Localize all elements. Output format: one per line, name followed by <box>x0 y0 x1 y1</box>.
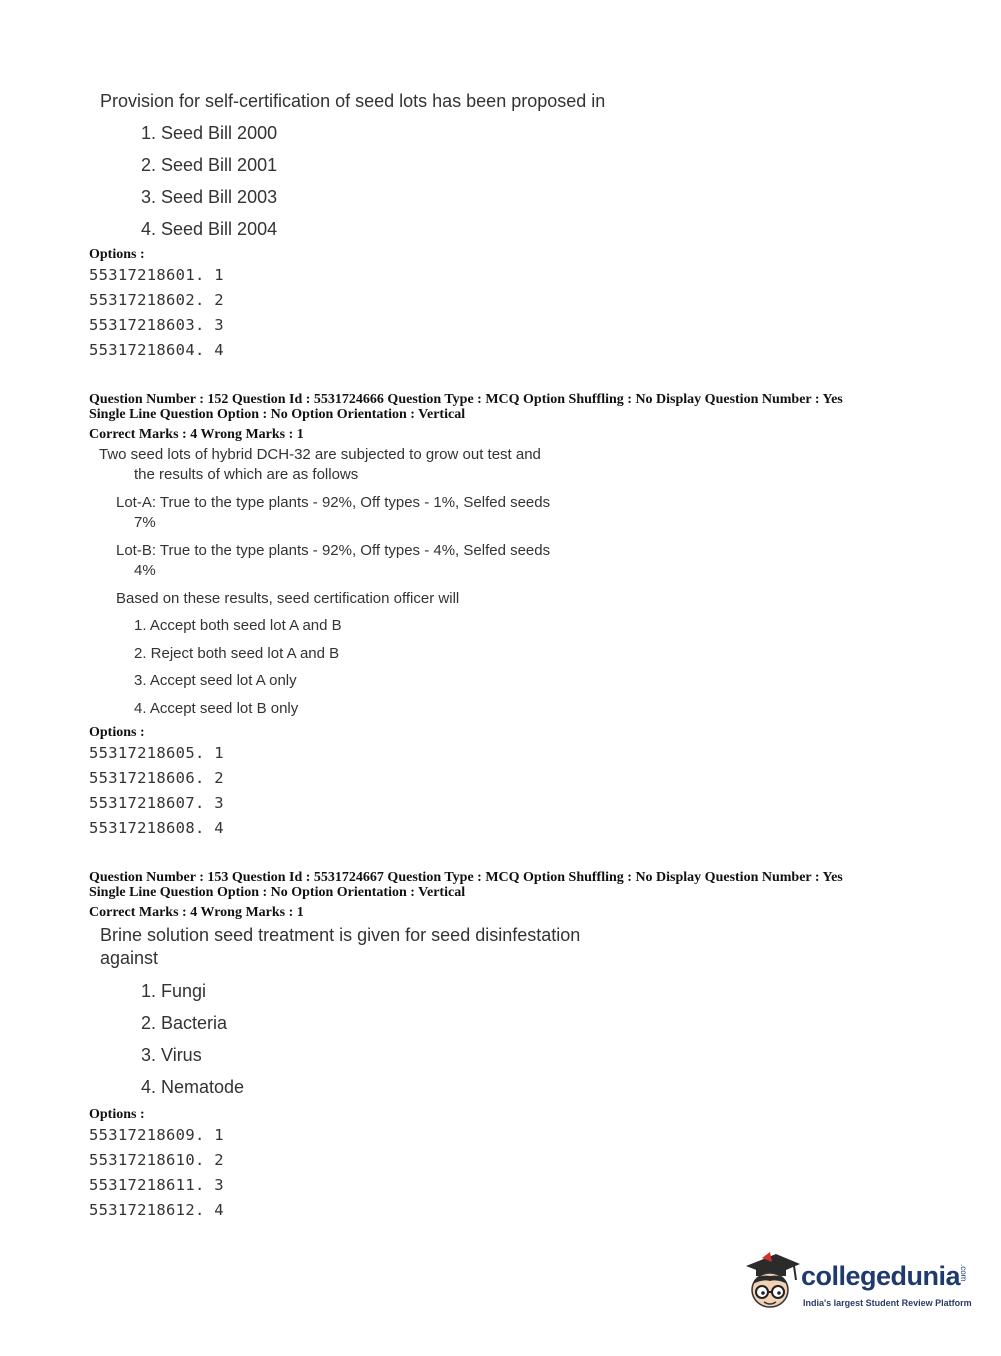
q151-stem: Provision for self-certification of seed lots has been proposed in <box>100 91 606 111</box>
q153-choice-4: 4. Nematode <box>141 1077 245 1097</box>
q152-lot-b-line1: Lot-B: True to the type plants - 92%, Off types - 4%, Selfed seeds <box>116 542 551 559</box>
q152-options-label: Options : <box>89 725 145 740</box>
q151-options-label: Options : <box>89 247 145 262</box>
q153-marks: Correct Marks : 4 Wrong Marks : 1 <box>89 905 304 920</box>
q151-choice-4: 4. Seed Bill 2004 <box>141 219 278 239</box>
q152-option-3: 55317218607. 3 <box>89 794 224 812</box>
q152-choice-4: 4. Accept seed lot B only <box>134 700 299 717</box>
q151-choice-3: 3. Seed Bill 2003 <box>141 187 278 207</box>
q152-option-4: 55317218608. 4 <box>89 819 224 837</box>
logo-tagline: India's largest Student Review Platform <box>803 1298 972 1308</box>
q152-lot-a-line1: Lot-A: True to the type plants - 92%, Off types - 1%, Selfed seeds <box>116 494 551 511</box>
q152-marks: Correct Marks : 4 Wrong Marks : 1 <box>89 427 304 442</box>
q152-option-2: 55317218606. 2 <box>89 769 224 787</box>
collegedunia-logo[interactable] <box>742 1250 972 1320</box>
mascot-icon <box>742 1250 804 1318</box>
q153-option-2: 55317218610. 2 <box>89 1151 224 1169</box>
q153-choice-2: 2. Bacteria <box>141 1013 228 1033</box>
q153-choice-1: 1. Fungi <box>141 981 207 1001</box>
q151-option-1: 55317218601. 1 <box>89 266 224 284</box>
q151-option-4: 55317218604. 4 <box>89 341 224 359</box>
q152-prompt: Based on these results, seed certification officer will <box>116 590 460 607</box>
q152-choice-3: 3. Accept seed lot A only <box>134 672 297 689</box>
q152-stem-line1: Two seed lots of hybrid DCH-32 are subjected to grow out test and <box>99 446 541 463</box>
q152-meta-line2: Single Line Question Option : No Option Orientation : Vertical <box>89 407 466 422</box>
q152-meta-line1: Question Number : 152 Question Id : 5531724666 Question Type : MCQ Option Shuffling : No Display Question Number : Yes <box>89 392 843 407</box>
q151-choice-1: 1. Seed Bill 2000 <box>141 123 278 143</box>
q153-stem-line1: Brine solution seed treatment is given for seed disinfestation <box>100 925 581 945</box>
q153-meta-line1: Question Number : 153 Question Id : 5531724667 Question Type : MCQ Option Shuffling : No Display Question Number : Yes <box>89 870 843 885</box>
q153-option-4: 55317218612. 4 <box>89 1201 224 1219</box>
q153-option-3: 55317218611. 3 <box>89 1176 224 1194</box>
q151-option-2: 55317218602. 2 <box>89 291 224 309</box>
q153-stem-line2: against <box>100 948 159 968</box>
logo-suffix: .com <box>959 1264 968 1282</box>
q151-choice-2: 2. Seed Bill 2001 <box>141 155 278 175</box>
q152-lot-a-line2: 7% <box>134 514 156 531</box>
q151-option-3: 55317218603. 3 <box>89 316 224 334</box>
q152-lot-b-line2: 4% <box>134 562 156 579</box>
q153-options-label: Options : <box>89 1107 145 1122</box>
logo-wordmark: collegedunia <box>801 1261 961 1291</box>
q153-option-1: 55317218609. 1 <box>89 1126 224 1144</box>
q152-choice-2: 2. Reject both seed lot A and B <box>134 645 340 662</box>
q152-choice-1: 1. Accept both seed lot A and B <box>134 617 342 634</box>
q153-choice-3: 3. Virus <box>141 1045 202 1065</box>
q152-stem-line2: the results of which are as follows <box>134 466 359 483</box>
q153-meta-line2: Single Line Question Option : No Option Orientation : Vertical <box>89 885 466 900</box>
q152-option-1: 55317218605. 1 <box>89 744 224 762</box>
